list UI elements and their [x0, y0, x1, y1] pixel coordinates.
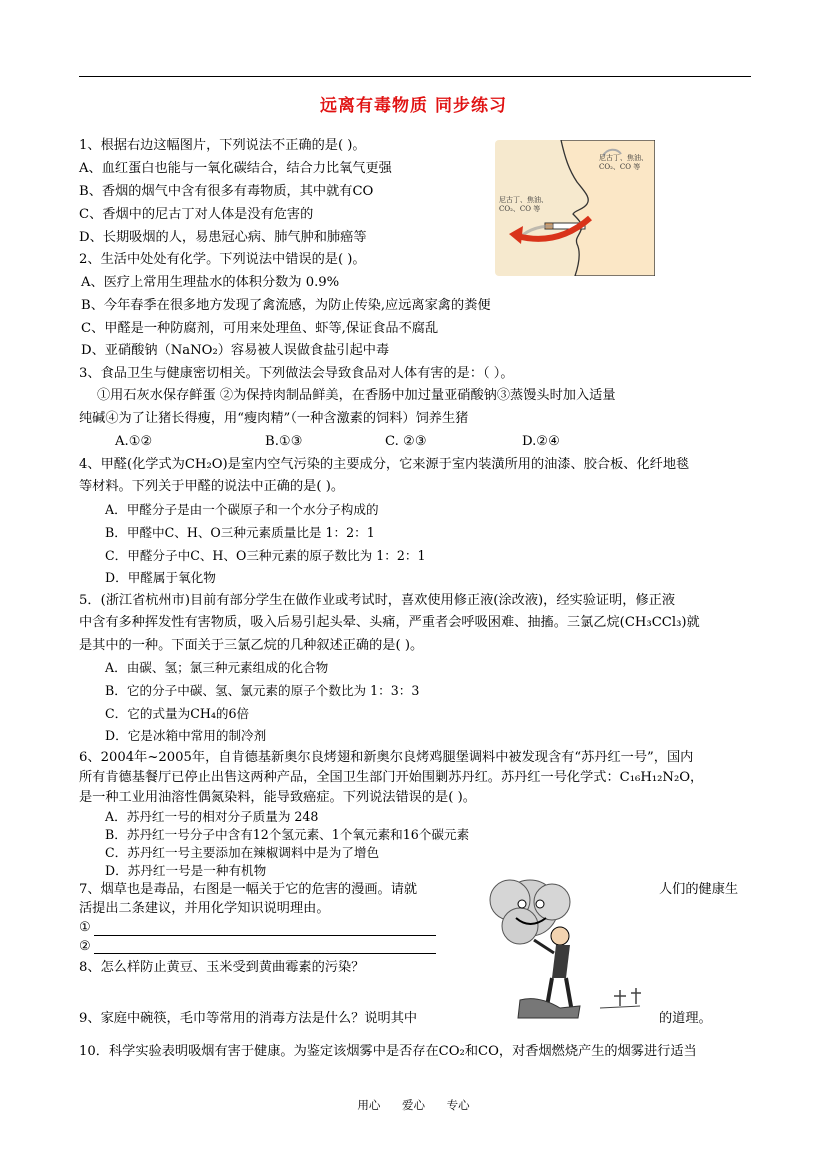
- question-6-option-b: B．苏丹红一号分子中含有12个氢元素、1个氧元素和16个碳元素: [105, 827, 470, 842]
- question-7-line-1: 7、烟草也是毒品，右图是一幅关于它的危害的漫画。请就: [79, 882, 418, 897]
- question-2-option-c: C、甲醛是一种防腐剂，可用来处理鱼、虾等,保证食品不腐乱: [81, 321, 439, 336]
- question-4-option-d: D．甲醛属于氧化物: [105, 570, 216, 585]
- answer-2-line[interactable]: [94, 953, 436, 954]
- question-5-line-1: 5．(浙江省杭州市)目前有部分学生在做作业或考试时，喜欢使用修正液(涂改液)，经实验证明，修正液: [79, 593, 676, 608]
- question-3-statement-2: 纯碱④为了让猪长得瘦，用“瘦肉精”（一种含激素的饲料）饲养生猪: [79, 411, 469, 426]
- question-6-line-2: 所有肯德基餐厅已停止出售这两种产品，全国卫生部门开始围剿苏丹红。苏丹红一号化学式：C₁₆H₁₂N₂O，: [79, 770, 704, 785]
- question-7-line-1-end: 人们的健康生: [659, 882, 739, 897]
- smoking-cartoon-figure: [460, 878, 655, 1028]
- page-title: 远离有毒物质 同步练习: [320, 96, 507, 116]
- question-5-option-b: B．它的分子中碳、氢、氯元素的原子个数比为 1：3：3: [105, 683, 420, 698]
- header-rule: [79, 76, 751, 77]
- question-6-line-1: 6、2004年~2005年，自肯德基新奥尔良烤翅和新奥尔良烤鸡腿堡调料中被发现含有“苏丹红一号”，国内: [79, 750, 694, 765]
- question-4-option-a: A．甲醛分子是由一个碳原子和一个水分子构成的: [105, 502, 379, 517]
- question-10-line-1: 10．科学实验表明吸烟有害于健康。为鉴定该烟雾中是否存在CO₂和CO，对香烟燃烧产生的烟雾进行适当: [79, 1044, 697, 1059]
- question-6-option-c: C．苏丹红一号主要添加在辣椒调料中是为了增色: [105, 845, 380, 860]
- question-5-option-c: C．它的式量为CH₄的6倍: [105, 706, 250, 721]
- answer-1-line[interactable]: [94, 935, 436, 936]
- question-3-option-d: D.②④: [522, 434, 560, 449]
- page-footer: [0, 1097, 827, 1113]
- question-5-line-2: 中含有多种挥发性有害物质，吸入后易引起头晕、头痛，严重者会呼吸困难、抽搐。三氯乙烷(CH₃CCl₃)就: [79, 615, 700, 630]
- question-3-option-b: B.①③: [265, 434, 303, 449]
- question-8: 8、怎么样防止黄豆、玉米受到黄曲霉素的污染？: [79, 960, 365, 975]
- question-3-option-c: C. ②③: [385, 434, 427, 449]
- question-3: 3、食品卫生与健康密切相关。下列做法会导致食品对人体有害的是：（ ）。: [79, 366, 514, 381]
- smoke-monster-icon: [460, 878, 655, 1028]
- question-7-line-2: 活提出二条建议，并用化学知识说明理由。: [79, 901, 330, 916]
- question-4-line-1: 4、甲醛(化学式为CH₂O)是室内空气污染的主要成分，它来源于室内装潢所用的油漆、胶合板、化纤地毯: [79, 457, 690, 472]
- question-6-line-3: 是一种工业用油溶性偶氮染料，能导致癌症。下列说法错误的是( )。: [79, 790, 476, 805]
- question-9-line-end: 的道理。: [659, 1011, 712, 1026]
- question-3-option-a: A.①②: [115, 434, 153, 449]
- question-1: 1、根据右边这幅图片，下列说法不正确的是( )。: [79, 138, 366, 153]
- footer-text-2: 爱心: [402, 1098, 425, 1112]
- question-1-option-a: A、血红蛋白也能与一氧化碳结合，结合力比氧气更强: [79, 161, 392, 176]
- diagram-label-left: 尼古丁、焦油、CO₂、CO 等: [499, 196, 548, 213]
- question-6-option-a: A．苏丹红一号的相对分子质量为 248: [105, 809, 319, 824]
- smoking-diagram-figure: [495, 140, 655, 276]
- question-5-option-d: D．它是冰箱中常用的制冷剂: [105, 728, 267, 743]
- question-2-option-b: B、今年春季在很多地方发现了禽流感，为防止传染,应远离家禽的粪便: [81, 298, 491, 313]
- question-9-line-1: 9、家庭中碗筷，毛巾等常用的消毒方法是什么？说明其中: [79, 1011, 418, 1026]
- question-1-option-c: C、香烟中的尼古丁对人体是没有危害的: [79, 207, 314, 222]
- footer-text-1: 用心: [357, 1098, 381, 1112]
- answer-2-marker: ②: [79, 939, 91, 954]
- question-4-option-b: B．甲醛中C、H、O三种元素质量比是 1：2：1: [105, 525, 375, 540]
- question-2-option-d: D、亚硝酸钠（NaNO₂）容易被人误做食盐引起中毒: [81, 343, 390, 358]
- question-5-line-3: 是其中的一种。下面关于三氯乙烷的几种叙述正确的是( )。: [79, 638, 424, 653]
- question-4-option-c: C．甲醛分子中C、H、O三种元素的原子数比为 1：2：1: [105, 548, 426, 563]
- question-1-option-d: D、长期吸烟的人，易患冠心病、肺气肿和肺癌等: [79, 230, 367, 245]
- question-5-option-a: A．由碳、氢；氯三种元素组成的化合物: [105, 660, 329, 675]
- diagram-label-top: 尼古丁、焦油、CO₂、CO 等: [599, 154, 648, 171]
- footer-text-3: 专心: [446, 1098, 470, 1112]
- answer-1-marker: ①: [79, 920, 91, 935]
- question-6-option-d: D．苏丹红一号是一种有机物: [105, 863, 267, 878]
- question-1-option-b: B、香烟的烟气中含有很多有毒物质，其中就有CO: [79, 184, 374, 199]
- question-4-line-2: 等材料。下列关于甲醛的说法中正确的是( )。: [79, 479, 345, 494]
- question-2-option-a: A、医疗上常用生理盐水的体积分数为 0.9%: [81, 275, 340, 290]
- question-2: 2、生活中处处有化学。下列说法中错误的是( )。: [79, 252, 366, 267]
- question-3-statement-1: ①用石灰水保存鲜蛋 ②为保持肉制品鲜美，在香肠中加过量亚硝酸钠③蒸馒头时加入适量: [97, 388, 616, 403]
